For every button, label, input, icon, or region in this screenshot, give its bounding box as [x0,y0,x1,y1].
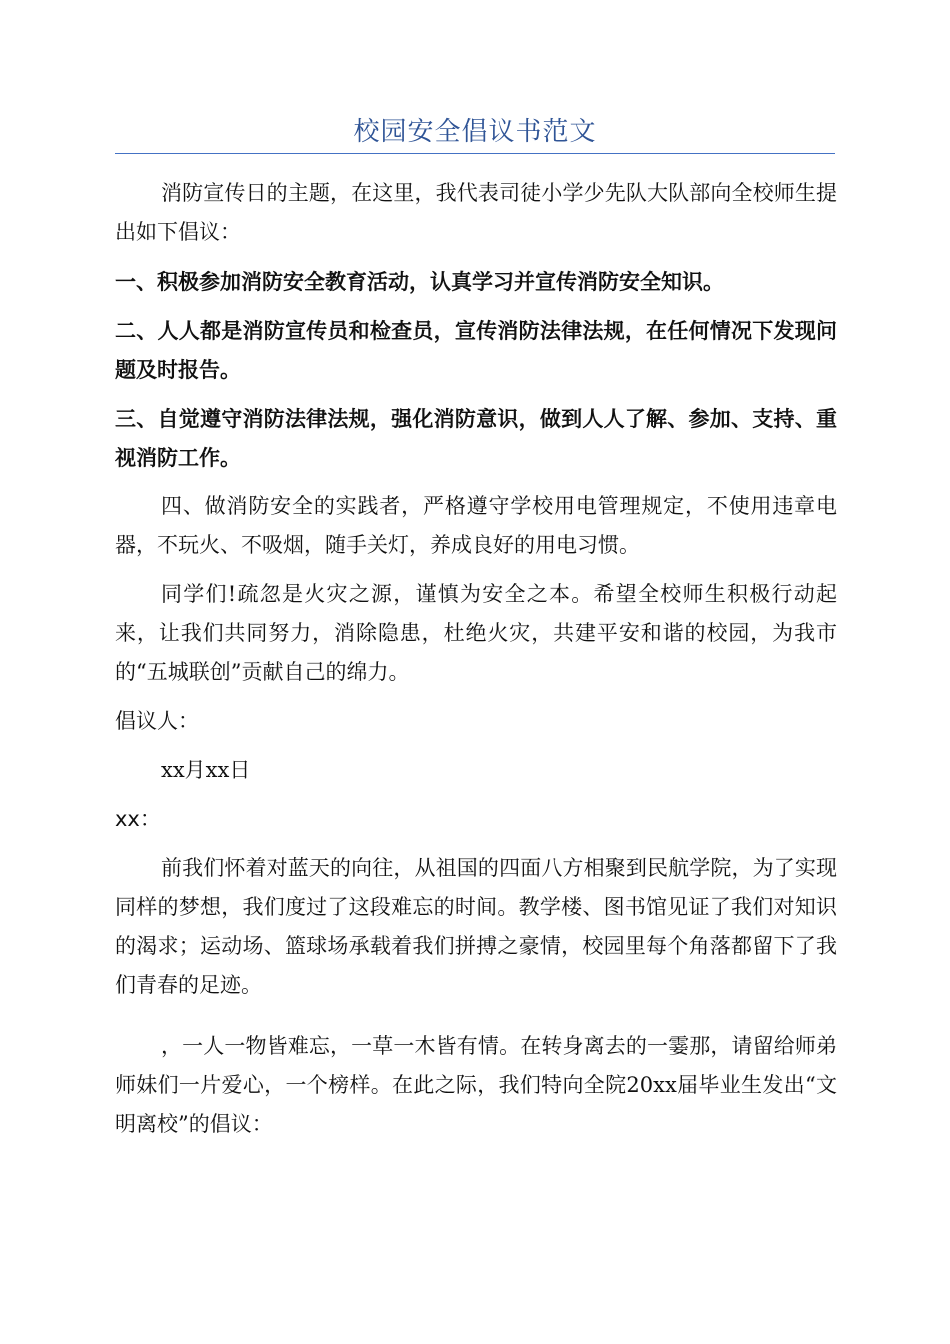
proposal-item-3: 三、自觉遵守消防法律法规，强化消防意识，做到人人了解、参加、支持、重视消防工作。 [115,406,837,470]
title-underline [115,153,835,154]
date-line: xx月xx日 [161,758,251,782]
proposal-item-4: 四、做消防安全的实践者，严格遵守学校用电管理规定，不使用违章电器，不玩火、不吸烟，随手关灯，养成良好的用电习惯。 [115,494,837,557]
document-title: 校园安全倡议书范文 [353,117,597,147]
salutation: xx： [115,807,161,831]
proposal-item-1: 一、积极参加消防安全教育活动，认真学习并宣传消防安全知识。 [115,269,724,294]
closing-paragraph: 同学们!疏忽是火灾之源，谨慎为安全之本。希望全校师生积极行动起来，让我们共同努力，消除隐患，杜绝火灾，共建平安和谐的校园，为我市的“五城联创”贡献自己的绵力。 [115,582,837,684]
appeal-paragraph: ，一人一物皆难忘，一草一木皆有情。在转身离去的一霎那，请留给师弟师妹们一片爱心，一个榜样。在此之际，我们特向全院20xx届毕业生发出“文明离校”的倡议： [115,1034,837,1136]
proposer-label: 倡议人： [115,709,199,733]
proposal-item-2: 二、人人都是消防宣传员和检查员，宣传消防法律法规，在任何情况下发现问题及时报告。 [115,318,837,382]
document-body [115,174,837,1154]
intro-paragraph: 消防宣传日的主题，在这里，我代表司徒小学少先队大队部向全校师生提出如下倡议： [115,181,837,244]
graduation-paragraph: 前我们怀着对蓝天的向往，从祖国的四面八方相聚到民航学院，为了实现同样的梦想，我们度过了这段难忘的时间。教学楼、图书馆见证了我们对知识的渴求；运动场、篮球场承载着我们拼搏之豪情，校园里每个角落都留下了我们青春的足迹。 [115,856,837,997]
